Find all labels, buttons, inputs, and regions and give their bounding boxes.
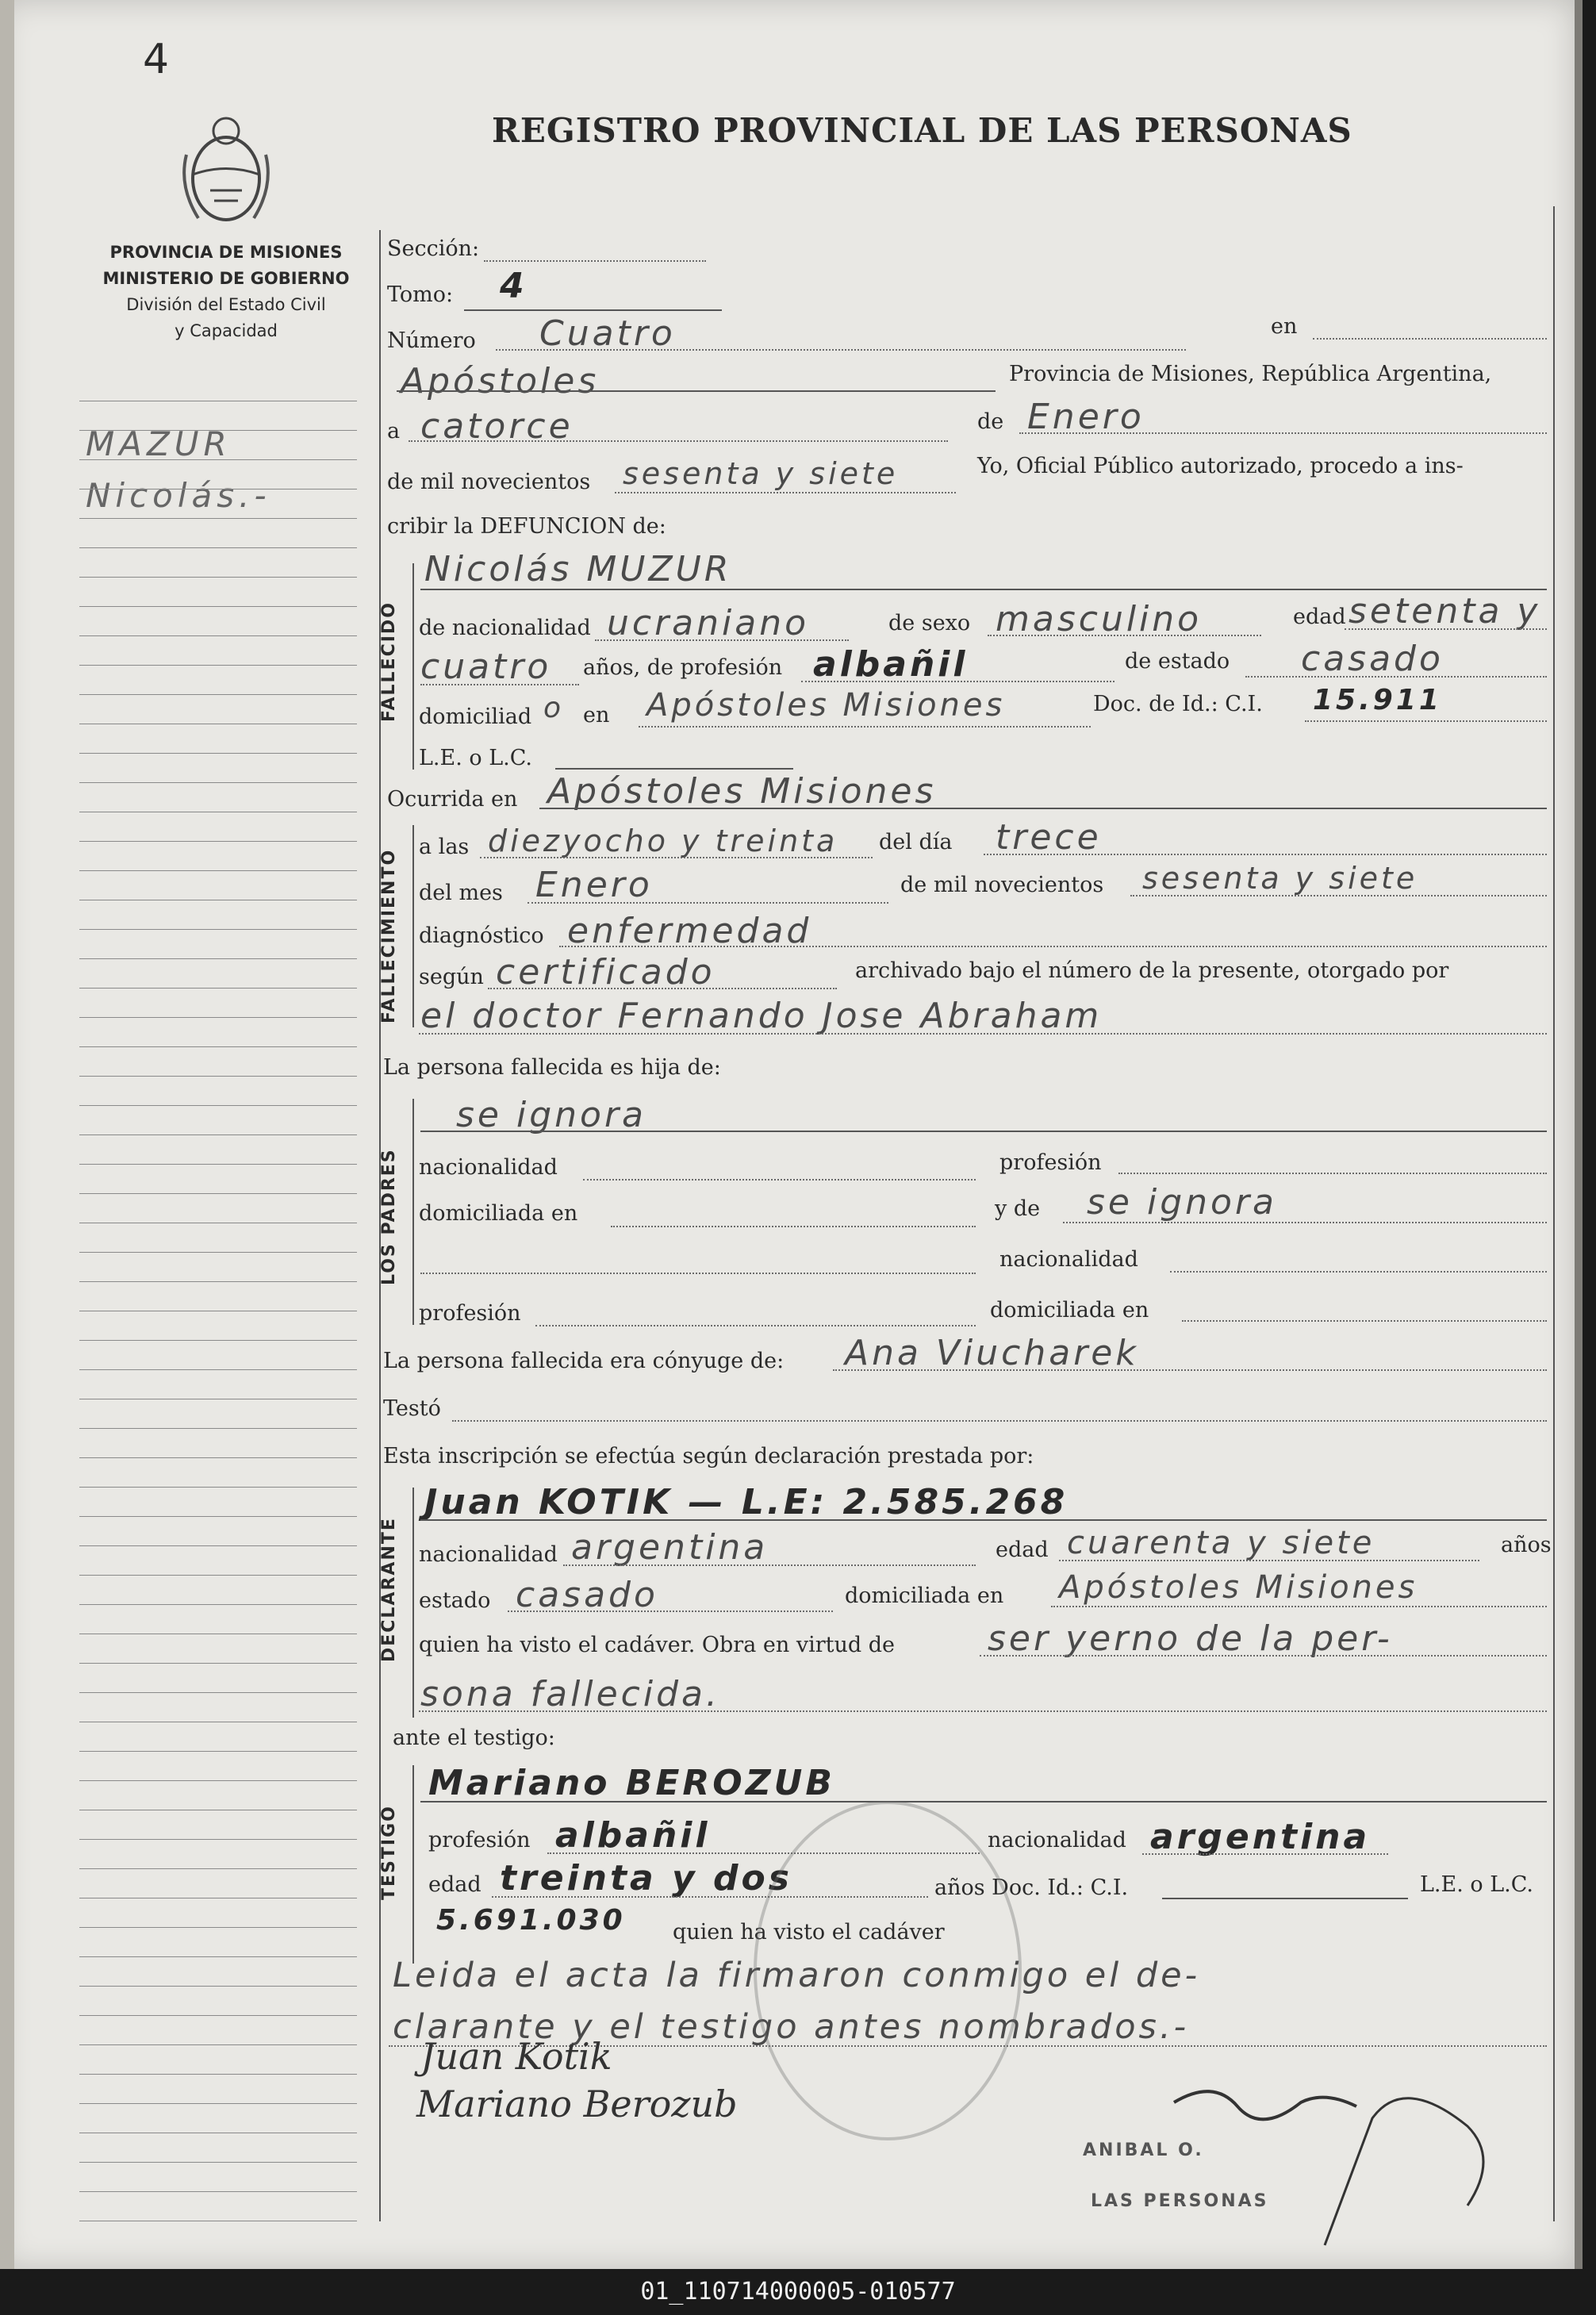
testigo-signature: Mariano Berozub — [416, 2083, 738, 2125]
inscribir-label: cribir la DEFUNCION de: — [387, 514, 666, 539]
decl-virtud-value-a: ser yerno de la per- — [988, 1618, 1393, 1659]
image-identifier: 01_110714000005-010577 — [0, 2269, 1596, 2315]
de-label: de — [977, 409, 1004, 434]
decl-nacionalidad-value: argentina — [571, 1527, 769, 1568]
segun-line — [488, 988, 837, 989]
page-number: 4 — [143, 36, 170, 83]
margin-rule-line — [79, 547, 357, 548]
profesion-line — [801, 681, 1115, 682]
margin-rule-line — [79, 1927, 357, 1928]
ocurrida-label: Ocurrida en — [387, 787, 518, 812]
margin-rule-line — [79, 2103, 357, 2104]
document-title: REGISTRO PROVINCIAL DE LAS PERSONAS — [492, 111, 1352, 150]
margin-rule-line — [79, 1105, 357, 1106]
anio-line — [615, 492, 956, 493]
hora-line — [480, 857, 873, 858]
hija-de-label: La persona fallecida es hija de: — [383, 1055, 721, 1080]
test-profesion-label: profesión — [428, 1828, 531, 1852]
domiciliado-label: domiciliad — [419, 704, 532, 729]
margin-rule-line — [79, 870, 357, 871]
agency-division: División del Estado Civil — [126, 295, 326, 314]
margin-rule-line — [79, 929, 357, 930]
margin-rule-line — [79, 577, 357, 578]
nacionalidad-line — [595, 639, 849, 641]
decl-estado-value: casado — [516, 1575, 658, 1615]
margin-rule-line — [79, 1487, 357, 1488]
decl-edad-line — [1059, 1560, 1479, 1561]
margin-surname: MAZUR — [86, 424, 232, 463]
official-stamp-office: LAS PERSONAS — [1091, 2191, 1269, 2211]
madre-value: se ignora — [1087, 1182, 1277, 1223]
margin-rule-line — [79, 988, 357, 989]
padre-nacionalidad-label: nacionalidad — [419, 1155, 558, 1180]
madre-profesion-label: profesión — [419, 1301, 521, 1326]
margin-rule-line — [79, 430, 357, 431]
tomo-label: Tomo: — [387, 282, 454, 307]
decl-domicilio-label: domiciliada en — [845, 1584, 1004, 1608]
test-anos-doc-label: años Doc. Id.: C.I. — [934, 1875, 1129, 1900]
margin-rule-line — [79, 1164, 357, 1165]
segun-value: certificado — [496, 952, 716, 992]
margin-rule-line — [79, 1369, 357, 1370]
decl-virtud-value-b: sona fallecida. — [420, 1674, 720, 1714]
tomo-value: 4 — [500, 266, 528, 306]
cierre-line-a: Leida el acta la firmaron conmigo el de- — [393, 1956, 1201, 1995]
edad-value-b: cuatro — [420, 647, 552, 687]
test-le-lc-label: L.E. o L.C. — [1420, 1872, 1534, 1897]
decl-nacionalidad-label: nacionalidad — [419, 1542, 558, 1567]
mes-fall-value: Enero — [535, 865, 653, 905]
padres-bracket — [412, 1099, 414, 1325]
margin-rule-line — [79, 1751, 357, 1752]
declarante-bracket — [412, 1488, 414, 1718]
declarante-line — [420, 1519, 1547, 1521]
test-profesion-value: albañil — [555, 1815, 711, 1856]
del-dia-label: del día — [879, 830, 953, 854]
margin-rule-line — [79, 1780, 357, 1781]
margin-rule-line — [79, 841, 357, 842]
domicilio-line — [639, 726, 1091, 728]
decl-domicilio-value: Apóstoles Misiones — [1059, 1569, 1418, 1606]
ante-testigo-label: ante el testigo: — [393, 1726, 555, 1750]
margin-rule-line — [79, 1604, 357, 1605]
a-las-label: a las — [419, 835, 470, 859]
agency-province: PROVINCIA DE MISIONES — [109, 243, 343, 262]
margin-rule-line — [79, 1340, 357, 1341]
dia-value: catorce — [420, 406, 574, 447]
edad-label: edad — [1293, 605, 1346, 629]
edad-b-line — [420, 684, 579, 685]
nacionalidad-value: ucraniano — [607, 603, 810, 643]
fallecido-nombre: Nicolás MUZUR — [424, 549, 732, 589]
decl-estado-line — [508, 1611, 833, 1612]
official-seal — [754, 1801, 1022, 2140]
edad-value-a: setenta y — [1349, 591, 1541, 632]
numero-value: Cuatro — [539, 313, 676, 354]
agency-block — [79, 240, 373, 344]
test-nacionalidad-line — [1142, 1853, 1388, 1855]
anio-fall-value: sesenta y siete — [1142, 861, 1418, 896]
coat-of-arms-icon — [178, 107, 274, 234]
padre-profesion-line — [1118, 1173, 1547, 1174]
madre-line — [1063, 1222, 1547, 1223]
doctor-line — [419, 1033, 1547, 1035]
numero-line — [496, 349, 1186, 351]
nacionalidad-label: de nacionalidad — [419, 616, 591, 640]
testigo-value: Mariano BEROZUB — [428, 1763, 835, 1803]
domicilio-en-label: en — [583, 703, 610, 728]
diagnostico-label: diagnóstico — [419, 923, 544, 948]
margin-rule-line — [79, 1839, 357, 1840]
y-de-label: y de — [995, 1196, 1041, 1221]
yo-oficial-label: Yo, Oficial Público autorizado, procedo a ins- — [977, 454, 1464, 478]
margin-rule-line — [79, 1986, 357, 1987]
decl-anos-label: años — [1501, 1533, 1552, 1557]
ocurrida-value: Apóstoles Misiones — [547, 771, 937, 812]
padre-nacionalidad-line — [583, 1179, 976, 1181]
a-label: a — [387, 419, 401, 443]
madre-domicilio-line — [1182, 1320, 1547, 1322]
mes-value: Enero — [1027, 397, 1145, 437]
margin-rule-line — [79, 1017, 357, 1018]
margin-rule-line — [79, 1516, 357, 1517]
anos-profesion-label: años, de profesión — [583, 655, 783, 680]
ci-line — [1305, 720, 1547, 722]
conyuge-label: La persona fallecida era cónyuge de: — [383, 1349, 785, 1373]
margin-rule-line — [79, 635, 357, 636]
padre-domicilio-line — [611, 1226, 976, 1227]
fall-de-mil-label: de mil novecientos — [900, 873, 1104, 897]
sexo-line — [988, 635, 1261, 636]
declarante-section-label: DECLARANTE — [379, 1517, 399, 1662]
margin-given-name: Nicolás.- — [86, 476, 271, 515]
fallecido-nombre-line — [420, 589, 1547, 590]
test-nacionalidad-label: nacionalidad — [988, 1828, 1126, 1852]
estado-value: casado — [1301, 639, 1444, 679]
seccion-line — [484, 260, 706, 262]
estado-label: de estado — [1125, 649, 1230, 674]
margin-rule-line — [79, 1281, 357, 1282]
doc-id-label: Doc. de Id.: C.I. — [1093, 692, 1263, 716]
en-line — [1313, 338, 1547, 340]
lugar-value: Apóstoles — [401, 361, 600, 401]
mes-line — [1019, 432, 1547, 434]
anio-fall-line — [1130, 895, 1547, 896]
conyuge-line — [833, 1369, 1547, 1371]
testigo-line — [420, 1801, 1547, 1802]
agency-ministry: MINISTERIO DE GOBIERNO — [102, 269, 350, 288]
hora-value: diezyocho y treinta — [488, 823, 838, 858]
decl-domicilio-line — [1051, 1606, 1547, 1607]
test-edad-value: treinta y dos — [500, 1858, 792, 1898]
conyuge-value: Ana Viucharek — [845, 1333, 1139, 1373]
ocurrida-line — [539, 808, 1547, 809]
seccion-label: Sección: — [387, 236, 480, 261]
decl-virtud-line — [980, 1655, 1547, 1657]
en-label: en — [1271, 314, 1298, 339]
archivado-label: archivado bajo el número de la presente, otorgado por — [855, 958, 1449, 983]
margin-rule-line — [79, 1956, 357, 1957]
margin-rule-line — [79, 2162, 357, 2163]
decl-estado-label: estado — [419, 1588, 491, 1613]
binding-edge — [0, 0, 14, 2269]
madre-name-line — [420, 1273, 976, 1274]
mes-fall-line — [528, 902, 888, 904]
margin-rule-line — [79, 2191, 357, 2192]
decl-edad-label: edad — [996, 1538, 1049, 1562]
margin-rule-line — [79, 1457, 357, 1458]
margin-rule-line — [79, 1252, 357, 1253]
dia-fall-value: trece — [996, 817, 1102, 858]
margin-rule-line — [79, 1575, 357, 1576]
testigo-bracket — [412, 1765, 414, 1964]
padre-value: se ignora — [456, 1095, 646, 1135]
margin-rule-line — [79, 2015, 357, 2016]
domicilio-value: Apóstoles Misiones — [646, 687, 1006, 724]
declarante-value: Juan KOTIK — L.E: 2.585.268 — [424, 1482, 1068, 1522]
margin-rule-line — [79, 1868, 357, 1869]
de-mil-label: de mil novecientos — [387, 470, 591, 494]
margin-rule-line — [79, 1076, 357, 1077]
main-frame-right — [1553, 206, 1555, 2221]
margin-rule-line — [79, 782, 357, 783]
dia-line — [409, 440, 948, 442]
margin-rule-line — [79, 1046, 357, 1047]
margin-rule-line — [79, 2044, 357, 2045]
numero-label: Número — [387, 328, 476, 353]
decl-nacionalidad-line — [563, 1564, 976, 1566]
quien-visto-label: quien ha visto el cadáver. Obra en virtud de — [419, 1633, 896, 1657]
testigo-section-label: TESTIGO — [379, 1805, 399, 1900]
edad-line — [1345, 628, 1547, 630]
padre-domicilio-label: domiciliada en — [419, 1201, 578, 1226]
test-edad-label: edad — [428, 1872, 481, 1897]
sexo-label: de sexo — [888, 611, 971, 635]
madre-nacionalidad-line — [1170, 1271, 1547, 1273]
margin-rule-line — [79, 606, 357, 607]
ci-value: 15.911 — [1313, 684, 1442, 716]
le-lc-label: L.E. o L.C. — [419, 746, 533, 770]
cierre-line-b: clarante y el testigo antes nombrados.- — [393, 2007, 1190, 2047]
anio-value: sesenta y siete — [623, 456, 899, 491]
diagnostico-line — [559, 946, 1547, 947]
profesion-value: albañil — [813, 644, 969, 685]
margin-rule-line — [79, 2074, 357, 2075]
margin-rule-line — [79, 1663, 357, 1664]
official-signature-icon — [1166, 2071, 1531, 2261]
lugar-line — [397, 390, 996, 392]
margin-rule-line — [79, 1193, 357, 1194]
test-doc-value: 5.691.030 — [436, 1904, 626, 1937]
padre-line — [420, 1131, 1547, 1132]
le-lc-line — [555, 768, 793, 770]
test-nacionalidad-value: argentina — [1150, 1817, 1371, 1857]
margin-rule-line — [79, 1134, 357, 1135]
decl-virtud-line-2 — [419, 1710, 1547, 1712]
decl-edad-value: cuarenta y siete — [1067, 1525, 1375, 1561]
del-mes-label: del mes — [419, 881, 503, 905]
margin-rule-line — [79, 518, 357, 519]
margin-rule-line — [79, 753, 357, 754]
segun-label: según — [419, 965, 484, 989]
declarante-signature: Juan Kotik — [420, 2035, 612, 2078]
margin-rule-line — [79, 958, 357, 959]
padre-profesion-label: profesión — [999, 1150, 1102, 1175]
fallecimiento-section-label: FALLECIMIENTO — [379, 848, 399, 1023]
domiciliado-suffix: o — [543, 692, 565, 724]
madre-profesion-line — [535, 1325, 976, 1326]
test-quien-visto-label: quien ha visto el cadáver — [673, 1920, 945, 1945]
dia-fall-line — [984, 854, 1547, 855]
declaracion-label: Esta inscripción se efectúa según declaración prestada por: — [383, 1444, 1034, 1468]
margin-rule-line — [79, 459, 357, 460]
padres-section-label: LOS PADRES — [379, 1148, 399, 1285]
fallecido-section-label: FALLECIDO — [379, 601, 399, 722]
testo-label: Testó — [383, 1396, 441, 1421]
margin-rule-line — [79, 1545, 357, 1546]
margin-rule-line — [79, 665, 357, 666]
doctor-value: el doctor Fernando Jose Abraham — [420, 996, 1103, 1036]
estado-line — [1245, 676, 1547, 678]
margin-rule-line — [79, 1428, 357, 1429]
madre-nacionalidad-label: nacionalidad — [999, 1247, 1138, 1272]
diagnostico-value: enfermedad — [567, 911, 812, 951]
margin-rule-line — [79, 1692, 357, 1693]
fallecimiento-bracket — [412, 825, 414, 1027]
sexo-value: masculino — [996, 599, 1203, 639]
fallecido-bracket — [412, 563, 414, 770]
tomo-line — [464, 309, 722, 311]
testo-line — [452, 1420, 1547, 1422]
official-stamp-name: ANIBAL O. — [1083, 2140, 1204, 2160]
margin-rule-line — [79, 694, 357, 695]
agency-capacity: y Capacidad — [175, 321, 278, 340]
test-ci-line — [1162, 1898, 1408, 1899]
madre-domicilio-label: domiciliada en — [990, 1298, 1149, 1323]
provincia-label: Provincia de Misiones, República Argentina, — [1009, 362, 1492, 386]
